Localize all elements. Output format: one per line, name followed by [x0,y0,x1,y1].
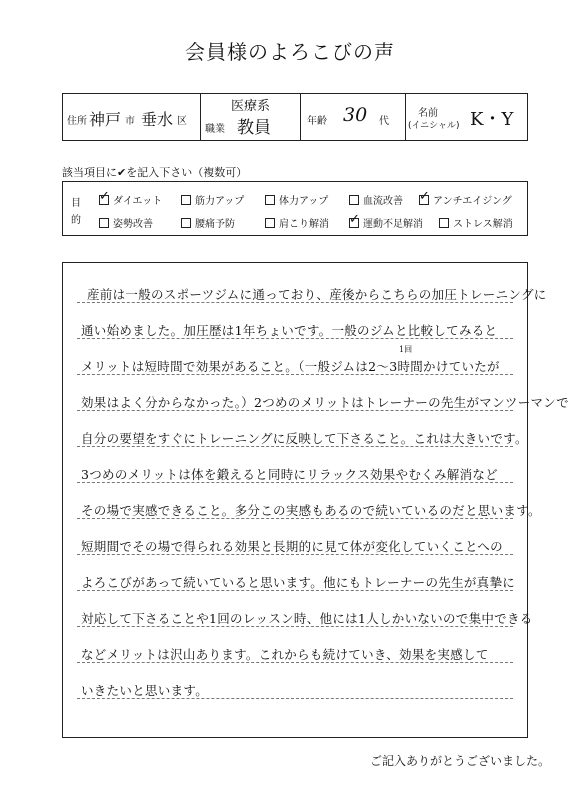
name-value: K・Y [470,109,514,130]
check-mark-icon: ✓ [349,212,360,227]
option-posture[interactable]: 姿勢改善 [99,215,153,230]
purpose-label-top: 目 [71,198,81,209]
comment-line: 産前は一般のスポーツジムに通っており、産後からこちらの加圧トレーニングに [87,287,547,302]
name-sub-label: (イニシャル) [408,121,460,131]
checkbox-exercise[interactable] [349,212,360,228]
info-table [62,93,528,141]
age-suffix: 代 [379,116,389,127]
ward-suffix: 区 [177,116,187,127]
option-stamina[interactable]: 体力アップ [265,192,328,207]
age-value: 30 [343,104,368,126]
instruction-text: 該当項目に✔を記入下さい（複数可） [62,166,248,179]
address-label: 住所 [67,116,87,127]
checkbox-stress[interactable] [439,218,449,228]
address-cell[interactable] [63,94,201,140]
name-label: 名前 [418,108,438,119]
checkbox-diet[interactable] [99,189,110,205]
option-diet[interactable]: ✓ ダイエット [99,189,163,207]
option-stress[interactable]: ストレス解消 [439,215,513,230]
comment-area[interactable] [62,262,569,738]
option-exercise[interactable]: ✓ 運動不足解消 [349,212,423,230]
name-cell[interactable] [406,94,527,140]
comment-line: 効果はよく分からなかった。）2つめのメリットはトレーナーの先生がマンツーマンで [81,395,569,410]
city-suffix: 市 [125,116,135,127]
checkbox-posture[interactable] [99,218,109,228]
option-shoulder[interactable]: 肩こり解消 [265,215,329,230]
job-value-line1: 医療系 [231,99,271,114]
age-label: 年齢 [307,116,327,127]
checkbox-antiaging[interactable] [419,189,430,205]
comment-line: メリットは短時間で効果があること。（一般ジムは2〜3時間かけていたが [81,359,500,374]
option-circulation[interactable]: 血流改善 [349,192,403,207]
purpose-section [62,181,528,236]
option-antiaging[interactable]: ✓ アンチエイジング [419,189,512,207]
comment-line: 対応して下さることや1回のレッスン時、他には1人しかいないので集中できる [81,611,533,626]
age-cell[interactable] [301,94,406,140]
purpose-label-bottom: 的 [71,215,81,226]
job-label: 職業 [205,124,225,135]
page-title: 会員様のよろこびの声 [185,40,395,64]
furigana-note: 1回 [399,345,413,354]
comment-line: 3つめのメリットは体を鍛えると同時にリラックス効果やむくみ解消など [81,467,498,482]
checkbox-backpain[interactable] [181,218,191,228]
job-cell[interactable] [201,94,301,140]
check-mark-icon: ✓ [419,189,430,204]
option-strength[interactable]: 筋力アップ [181,192,244,207]
job-value-line2: 教員 [237,118,271,138]
comment-line: 自分の要望をすぐにトレーニングに反映して下さること。これは大きいです。 [81,431,528,446]
checkbox-circulation[interactable] [349,195,359,205]
comment-line: いきたいと思います。 [81,683,209,698]
comment-line: その場で実感できること。多分この実感もあるので続いているのだと思います。 [81,503,541,518]
check-mark-icon: ✓ [99,189,110,204]
checkbox-shoulder[interactable] [265,218,275,228]
ward-value: 垂水 [141,110,174,129]
closing-message: ご記入ありがとうございました。 [369,754,550,768]
comment-line: などメリットは沢山あります。これからも続けていき、効果を実感して [81,647,489,662]
city-value: 神戸 [89,110,122,129]
comment-line: 短期間でその場で得られる効果と長期的に見て体が変化していくことへの [81,539,503,554]
comment-line: 通い始めました。加圧歴は1年ちょいです。一般のジムと比較してみると [81,323,498,338]
checkbox-stamina[interactable] [265,195,275,205]
comment-line: よろこびがあって続いていると思います。他にもトレーナーの先生が真摯に [81,575,516,590]
checkbox-strength[interactable] [181,195,191,205]
option-backpain[interactable]: 腰痛予防 [181,215,235,230]
